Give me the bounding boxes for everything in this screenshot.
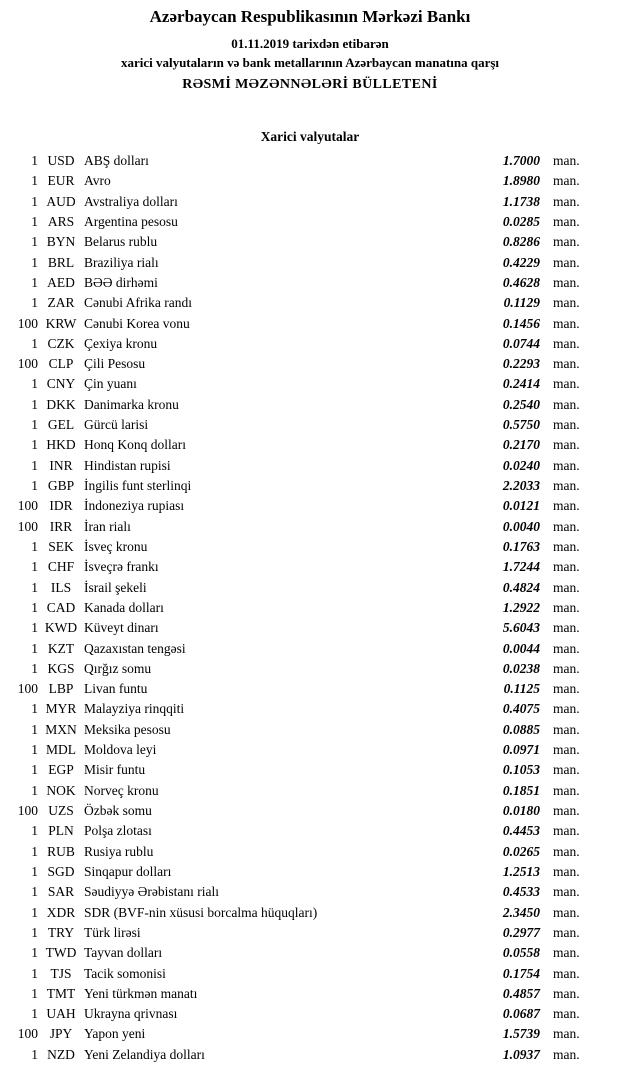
currency-quantity: 100 (17, 498, 38, 514)
currency-name: SDR (BVF-nin xüsusi borcalma hüquqları) (84, 904, 318, 920)
currency-quantity: 1 (31, 478, 38, 493)
currency-quantity: 1 (31, 782, 38, 798)
currency-code: SGD (47, 863, 75, 879)
currency-quantity: 1 (31, 274, 38, 290)
currency-code: EUR (47, 173, 75, 189)
currency-rate: 0.2414 (502, 376, 540, 392)
currency-quantity: 1 (31, 884, 38, 900)
currency-code: NOK (46, 782, 76, 798)
currency-rate: 0.0040 (502, 518, 540, 534)
rate-unit: man. (553, 863, 580, 879)
currency-code: TRY (47, 924, 75, 940)
currency-name: Cənubi Afrika randı (84, 295, 192, 311)
currency-rate: 0.0687 (502, 1006, 540, 1022)
currency-code: DKK (46, 396, 76, 412)
currency-row (8, 862, 590, 882)
currency-code: KRW (45, 315, 77, 331)
currency-quantity: 1 (31, 620, 38, 636)
currency-code: EGP (48, 762, 74, 778)
currency-rate: 2.3450 (502, 904, 540, 920)
currency-code: ZAR (47, 295, 75, 311)
currency-row (8, 496, 590, 516)
currency-rate: 2.2033 (502, 478, 540, 493)
currency-row (8, 212, 590, 232)
currency-name: ABŞ dolları (84, 153, 149, 168)
currency-rate: 1.2922 (502, 599, 540, 615)
currency-code: HKD (46, 437, 76, 453)
currency-row (8, 232, 590, 252)
section-title-foreign-currencies: Xarici valyutalar (260, 129, 360, 144)
rate-unit: man. (553, 295, 580, 311)
currency-quantity: 1 (31, 904, 38, 920)
rate-unit: man. (553, 274, 580, 290)
currency-quantity: 1 (31, 335, 38, 351)
currency-rate: 1.0937 (502, 1046, 540, 1062)
rate-unit: man. (553, 478, 580, 493)
currency-quantity: 1 (31, 863, 38, 879)
bulletin-title: RƏSMİ MƏZƏNNƏLƏRİ BÜLLETENİ (182, 77, 438, 92)
currency-name: Misir funtu (84, 762, 146, 778)
currency-name: Cənubi Korea vonu (84, 315, 190, 331)
currency-code: GEL (47, 417, 75, 433)
rate-unit: man. (553, 701, 580, 717)
currency-quantity: 1 (31, 945, 38, 961)
currency-rate: 0.4533 (502, 884, 540, 900)
currency-code: JPY (49, 1026, 73, 1042)
currency-quantity: 1 (31, 762, 38, 778)
currency-name: İndoneziya rupiası (84, 498, 185, 514)
currency-rate: 1.1738 (502, 193, 540, 209)
currency-rate: 0.2540 (502, 396, 540, 412)
currency-name: Avro (84, 173, 111, 189)
currency-rate: 0.1763 (502, 538, 540, 554)
currency-row (8, 699, 590, 719)
bank-name: Azərbaycan Respublikasının Mərkəzi Bankı (149, 7, 471, 26)
rate-unit: man. (553, 518, 580, 534)
currency-rate: 0.0121 (502, 498, 540, 514)
currency-rate: 0.1456 (502, 315, 540, 331)
currency-quantity: 1 (31, 153, 38, 168)
currency-row (8, 314, 590, 334)
rate-unit: man. (553, 884, 580, 900)
currency-quantity: 1 (31, 457, 38, 473)
rate-unit: man. (553, 640, 580, 656)
currency-code: ILS (50, 579, 72, 595)
currency-name: Gürcü larisi (84, 417, 149, 433)
currency-rate: 0.0265 (502, 843, 540, 859)
currency-row (8, 882, 590, 902)
currency-row (8, 557, 590, 577)
currency-row (8, 598, 590, 618)
currency-name: Honq Konq dolları (84, 437, 186, 453)
currency-quantity: 1 (31, 417, 38, 433)
currency-row (8, 781, 590, 801)
rate-unit: man. (553, 396, 580, 412)
currency-row (8, 964, 590, 984)
currency-row (8, 476, 590, 496)
currency-code: ARS (47, 213, 75, 229)
currency-name: Ukrayna qrivnası (84, 1006, 178, 1022)
currency-row (8, 720, 590, 740)
currency-quantity: 100 (17, 315, 38, 331)
currency-name: Danimarka kronu (84, 396, 179, 412)
currency-row (8, 1024, 590, 1044)
currency-quantity: 1 (31, 254, 38, 270)
currency-code: CLP (48, 356, 74, 372)
currency-rate: 0.1851 (502, 782, 540, 798)
currency-name: Səudiyyə Ərəbistanı rialı (84, 884, 219, 900)
currency-quantity: 1 (31, 173, 38, 189)
currency-row (8, 1004, 590, 1024)
currency-row (8, 273, 590, 293)
currency-code: MYR (45, 701, 77, 717)
currency-quantity: 1 (31, 234, 38, 250)
currency-name: Hindistan rupisi (84, 457, 171, 473)
currency-name: Belarus rublu (84, 234, 158, 250)
currency-name: İsrail şekeli (84, 579, 147, 595)
currency-quantity: 1 (31, 1046, 38, 1062)
currency-code: KZT (47, 640, 75, 656)
currency-row (8, 842, 590, 862)
currency-quantity: 1 (31, 721, 38, 737)
bulletin-header (0, 6, 620, 97)
currency-quantity: 1 (31, 843, 38, 859)
rate-unit: man. (553, 498, 580, 514)
currency-rate: 1.5739 (502, 1026, 540, 1042)
rate-unit: man. (553, 1046, 580, 1062)
currency-rate: 0.1129 (503, 295, 540, 311)
currency-row (8, 456, 590, 476)
currency-code: CHF (47, 559, 75, 575)
currency-name: Malayziya rinqqiti (84, 701, 185, 717)
currency-quantity: 1 (31, 295, 38, 311)
rate-unit: man. (553, 620, 580, 636)
currency-rate: 0.0238 (502, 660, 540, 676)
currency-code: MDL (46, 742, 76, 758)
currency-name: Livan funtu (84, 681, 148, 697)
currency-code: GBP (47, 478, 75, 493)
currency-name: Kanada dolları (84, 599, 164, 615)
currency-name: Tayvan dolları (84, 945, 163, 961)
currency-name: Qırğız somu (84, 660, 152, 676)
currency-row (8, 679, 590, 699)
currency-quantity: 100 (17, 518, 38, 534)
currency-row (8, 334, 590, 354)
currency-rate: 5.6043 (502, 620, 540, 636)
currency-name: Yeni Zelandiya dolları (84, 1046, 205, 1062)
currency-name: Rusiya rublu (84, 843, 154, 859)
currency-rate: 0.4628 (502, 274, 540, 290)
bulletin-subtitle: xarici valyutaların və bank metallarının Azərbaycan manatına qarşı (120, 55, 500, 70)
currency-quantity: 1 (31, 701, 38, 717)
rate-unit: man. (553, 782, 580, 798)
currency-rate: 0.2977 (502, 924, 540, 940)
currency-code: PLN (48, 823, 74, 839)
currency-rate: 0.0971 (502, 742, 540, 758)
currency-name: İngilis funt sterlinqi (84, 478, 192, 493)
currency-name: BƏƏ dirhəmi (84, 274, 158, 290)
currency-quantity: 1 (31, 559, 38, 575)
currency-row (8, 943, 590, 963)
currency-name: Çili Pesosu (84, 356, 146, 372)
currency-code: SEK (48, 538, 74, 554)
currency-name: Yeni türkmən manatı (84, 985, 198, 1001)
currency-code: BRL (47, 254, 75, 270)
currency-row (8, 253, 590, 273)
currency-rate: 0.2170 (502, 437, 540, 453)
currency-rate: 0.0885 (502, 721, 540, 737)
currency-code: UZS (48, 803, 74, 818)
currency-code: NZD (47, 1046, 75, 1062)
currency-rate: 0.0558 (502, 945, 540, 961)
rate-unit: man. (553, 924, 580, 940)
currency-rate: 1.8980 (502, 173, 540, 189)
currency-code: IRR (49, 518, 73, 534)
currency-row (8, 517, 590, 537)
currency-row (8, 821, 590, 841)
currency-row (8, 151, 590, 171)
currency-rate: 0.2293 (502, 356, 540, 372)
currency-name: Özbək somu (84, 803, 152, 818)
currency-name: Yapon yeni (84, 1026, 146, 1042)
rate-unit: man. (553, 1026, 580, 1042)
rate-unit: man. (553, 193, 580, 209)
currency-rate: 0.5750 (502, 417, 540, 433)
currency-rate: 0.1754 (502, 965, 540, 981)
currency-quantity: 100 (17, 681, 38, 697)
currency-name: Küveyt dinarı (84, 620, 159, 636)
currency-quantity: 1 (31, 660, 38, 676)
currency-rate: 0.4857 (502, 985, 540, 1001)
currency-rate: 0.8286 (502, 234, 540, 250)
currency-code: TJS (50, 965, 72, 981)
currency-row (8, 415, 590, 435)
currency-name: Argentina pesosu (84, 213, 178, 229)
currency-name: Braziliya rialı (84, 254, 159, 270)
currency-name: Türk lirəsi (84, 924, 141, 940)
currency-code: RUB (47, 843, 75, 859)
rate-unit: man. (553, 559, 580, 575)
currency-code: INR (49, 457, 73, 473)
currency-row (8, 618, 590, 638)
currency-quantity: 1 (31, 396, 38, 412)
rate-unit: man. (553, 945, 580, 961)
currency-quantity: 100 (17, 356, 38, 372)
currency-quantity: 1 (31, 965, 38, 981)
rate-unit: man. (553, 234, 580, 250)
currency-code: CAD (46, 599, 76, 615)
currency-row (8, 395, 590, 415)
rate-unit: man. (553, 803, 580, 818)
currency-row (8, 659, 590, 679)
currency-row (8, 578, 590, 598)
rate-unit: man. (553, 254, 580, 270)
currency-code: KGS (47, 660, 75, 676)
currency-quantity: 1 (31, 1006, 38, 1022)
currency-quantity: 1 (31, 193, 38, 209)
rate-unit: man. (553, 153, 580, 168)
currency-rate: 0.1053 (502, 762, 540, 778)
currency-rate: 0.4075 (502, 701, 540, 717)
currency-rate: 0.0744 (502, 335, 540, 351)
currency-code: USD (47, 153, 75, 168)
effective-date: 01.11.2019 tarixdən etibarən (231, 36, 389, 51)
currency-rate: 0.4453 (502, 823, 540, 839)
currency-row (8, 537, 590, 557)
currency-code: CNY (46, 376, 76, 392)
currency-row (8, 1045, 590, 1065)
currency-rate: 1.7244 (502, 559, 540, 575)
currency-quantity: 1 (31, 640, 38, 656)
currency-code: UAH (46, 1006, 76, 1022)
currency-quantity: 1 (31, 924, 38, 940)
currency-row (8, 639, 590, 659)
rate-unit: man. (553, 356, 580, 372)
rate-unit: man. (553, 599, 580, 615)
currency-rate: 0.0180 (502, 803, 540, 818)
currency-quantity: 1 (31, 985, 38, 1001)
currency-row (8, 984, 590, 1004)
currency-name: Tacik somonisi (84, 965, 166, 981)
currency-quantity: 100 (17, 1026, 38, 1042)
currency-code: TMT (46, 985, 76, 1001)
currency-code: IDR (49, 498, 73, 514)
currency-row (8, 801, 590, 821)
currency-code: LBP (48, 681, 74, 697)
rate-unit: man. (553, 843, 580, 859)
rate-unit: man. (553, 579, 580, 595)
rate-unit: man. (553, 173, 580, 189)
rate-unit: man. (553, 213, 580, 229)
currency-row (8, 923, 590, 943)
currency-rate: 0.0044 (502, 640, 540, 656)
currency-row (8, 354, 590, 374)
currency-quantity: 1 (31, 742, 38, 758)
currency-code: SAR (47, 884, 75, 900)
rate-unit: man. (553, 762, 580, 778)
currency-name: İsveç kronu (84, 538, 148, 554)
currency-code: MXN (45, 721, 77, 737)
currency-name: Qazaxıstan tengəsi (84, 640, 186, 656)
currency-quantity: 1 (31, 599, 38, 615)
currency-quantity: 1 (31, 376, 38, 392)
rate-unit: man. (553, 437, 580, 453)
currency-name: Norveç kronu (84, 782, 159, 798)
currency-row (8, 192, 590, 212)
currency-row (8, 374, 590, 394)
rate-unit: man. (553, 823, 580, 839)
currency-code: CZK (47, 335, 75, 351)
currency-name: Çexiya kronu (84, 335, 158, 351)
rate-unit: man. (553, 457, 580, 473)
currency-name: Moldova leyi (84, 742, 157, 758)
currency-row (8, 760, 590, 780)
rate-unit: man. (553, 315, 580, 331)
rate-unit: man. (553, 335, 580, 351)
currency-rate: 1.2513 (502, 863, 540, 879)
rate-unit: man. (553, 660, 580, 676)
currency-rate: 0.0240 (502, 457, 540, 473)
rate-unit: man. (553, 376, 580, 392)
currency-row (8, 903, 590, 923)
rate-unit: man. (553, 965, 580, 981)
currency-row (8, 740, 590, 760)
rate-unit: man. (553, 985, 580, 1001)
currency-name: İran rialı (84, 518, 131, 534)
currency-name: Avstraliya dolları (84, 193, 178, 209)
currency-row (8, 171, 590, 191)
currency-quantity: 1 (31, 538, 38, 554)
currency-rate: 0.4824 (502, 579, 540, 595)
currency-rate: 0.1125 (503, 681, 540, 697)
rate-unit: man. (553, 417, 580, 433)
rate-unit: man. (553, 538, 580, 554)
currency-code: TWD (45, 945, 77, 961)
rate-unit: man. (553, 721, 580, 737)
currency-quantity: 1 (31, 823, 38, 839)
currency-code: XDR (46, 904, 76, 920)
rate-unit: man. (553, 681, 580, 697)
currency-rate: 0.0285 (502, 213, 540, 229)
currency-name: Meksika pesosu (84, 721, 171, 737)
exchange-rates-table (0, 151, 620, 1065)
currency-name: Sinqapur dolları (84, 863, 172, 879)
currency-row (8, 435, 590, 455)
currency-quantity: 1 (31, 213, 38, 229)
rate-unit: man. (553, 904, 580, 920)
currency-quantity: 100 (17, 803, 38, 818)
rate-unit: man. (553, 742, 580, 758)
currency-code: AED (47, 274, 75, 290)
currency-code: BYN (46, 234, 76, 250)
currency-rate: 0.4229 (502, 254, 540, 270)
currency-name: İsveçrə frankı (84, 559, 159, 575)
currency-rate: 1.7000 (502, 153, 540, 168)
currency-quantity: 1 (31, 437, 38, 453)
rate-unit: man. (553, 1006, 580, 1022)
currency-code: KWD (44, 620, 78, 636)
currency-code: AUD (46, 193, 76, 209)
currency-name: Polşa zlotası (84, 823, 152, 839)
currency-row (8, 293, 590, 313)
currency-name: Çin yuanı (84, 376, 137, 392)
currency-quantity: 1 (31, 579, 38, 595)
